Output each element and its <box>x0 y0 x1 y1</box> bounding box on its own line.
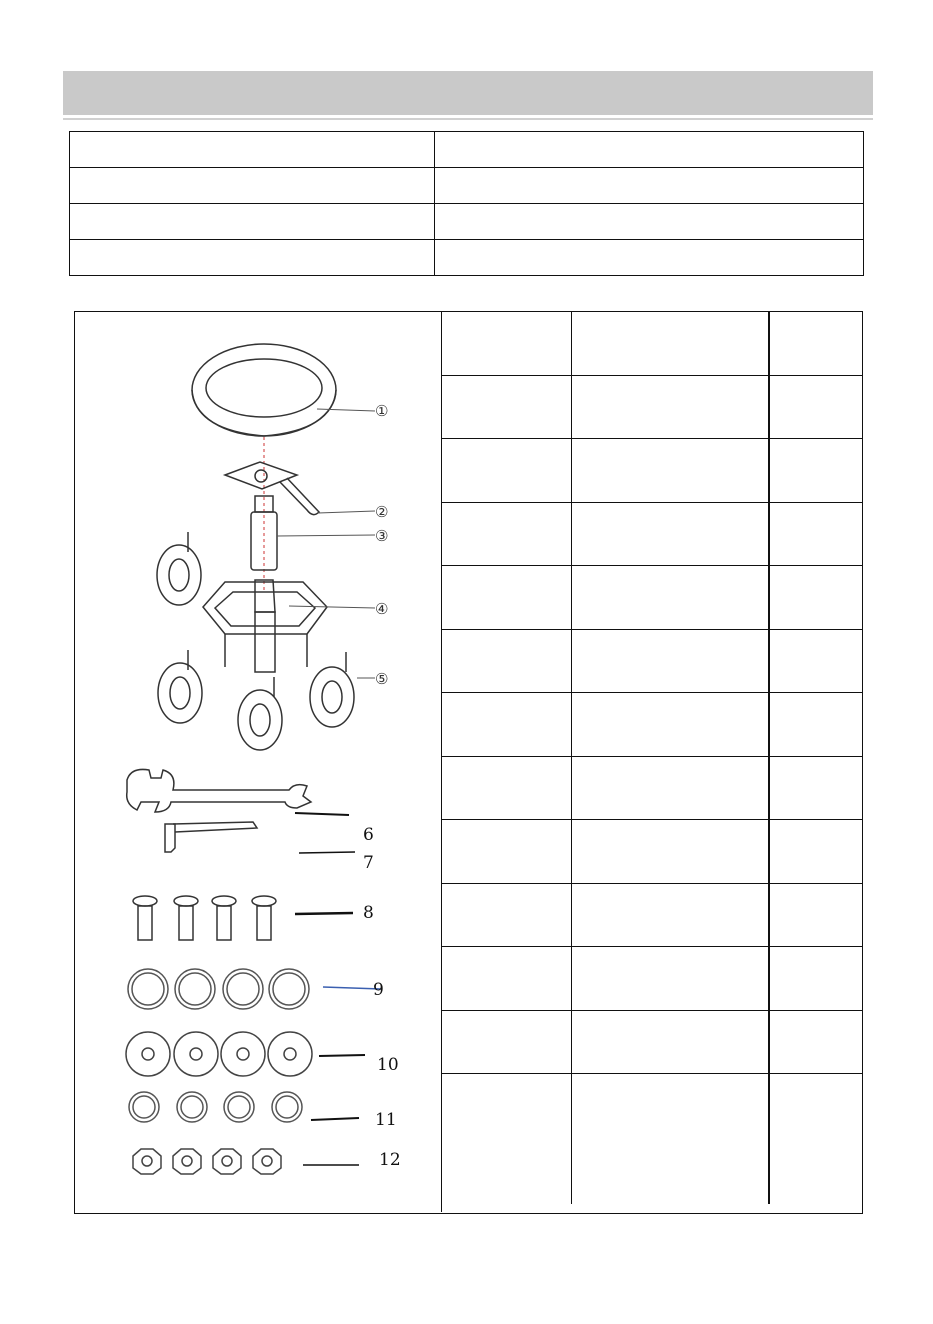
table-cell <box>769 502 862 566</box>
table-row <box>441 566 862 630</box>
bolt-icon <box>133 896 276 940</box>
spec-row <box>70 168 864 204</box>
hex-key-icon <box>165 822 257 852</box>
table-cell <box>441 502 572 566</box>
table-cell <box>441 1010 572 1074</box>
table-cell <box>769 883 862 947</box>
table-header-row <box>441 312 862 375</box>
table-cell <box>572 947 770 1011</box>
spec-label <box>70 240 435 276</box>
spec-value <box>435 240 864 276</box>
seat-plate-icon <box>225 462 319 515</box>
table-cell <box>572 502 770 566</box>
spec-label <box>70 132 435 168</box>
callout-label: 11 <box>375 1110 397 1130</box>
table-row <box>441 1074 862 1205</box>
flat-washer-icon <box>126 1032 312 1076</box>
stool-exploded-view <box>75 312 441 1212</box>
header-divider <box>63 118 873 120</box>
header-cell <box>441 312 572 375</box>
header-cell <box>769 312 862 375</box>
spec-value <box>435 204 864 240</box>
table-cell <box>572 629 770 693</box>
table-cell <box>572 375 770 439</box>
table-row <box>441 820 862 884</box>
table-row <box>441 947 862 1011</box>
table-cell <box>769 375 862 439</box>
table-cell <box>769 1010 862 1074</box>
table-cell <box>441 375 572 439</box>
header-cell <box>572 312 770 375</box>
table-cell <box>572 566 770 630</box>
spec-label <box>70 168 435 204</box>
table-row <box>441 1010 862 1074</box>
callout-label: ① <box>375 402 389 420</box>
callout-label: 7 <box>363 853 374 873</box>
parts-list-box <box>74 311 863 1214</box>
table-cell <box>769 756 862 820</box>
table-row <box>441 629 862 693</box>
table-cell <box>572 756 770 820</box>
table-cell <box>769 629 862 693</box>
table-cell <box>769 1074 862 1205</box>
table-cell <box>441 439 572 503</box>
callout-label: 6 <box>363 825 374 845</box>
table-row <box>441 693 862 757</box>
table-cell <box>769 566 862 630</box>
hex-nut-icon <box>133 1149 281 1174</box>
callout-label: 9 <box>373 980 384 1000</box>
table-cell <box>572 693 770 757</box>
spec-row <box>70 132 864 168</box>
parts-list-table <box>441 312 862 1204</box>
callout-label: 10 <box>377 1055 399 1075</box>
table-cell <box>572 439 770 503</box>
exploded-parts-diagram <box>75 312 442 1212</box>
table-cell <box>441 629 572 693</box>
table-cell <box>572 820 770 884</box>
callout-label: ② <box>375 503 389 521</box>
table-row <box>441 756 862 820</box>
table-cell <box>769 820 862 884</box>
table-cell <box>769 947 862 1011</box>
seat-cushion-icon <box>192 344 336 436</box>
table-cell <box>441 756 572 820</box>
table-cell <box>441 883 572 947</box>
table-cell <box>769 439 862 503</box>
table-cell <box>441 1074 572 1205</box>
callout-label: 8 <box>363 903 374 923</box>
table-cell <box>572 883 770 947</box>
table-cell <box>441 566 572 630</box>
specification-table <box>69 131 864 276</box>
table-cell <box>441 820 572 884</box>
callout-label: ⑤ <box>375 670 389 688</box>
table-row <box>441 439 862 503</box>
wrench-icon <box>127 769 311 812</box>
callout-label: ③ <box>375 527 389 545</box>
table-cell <box>572 1074 770 1205</box>
table-row <box>441 883 862 947</box>
spec-row <box>70 204 864 240</box>
spring-washer-icon <box>129 1092 302 1122</box>
ring-washer-icon <box>128 969 309 1009</box>
table-cell <box>769 693 862 757</box>
callout-label: ④ <box>375 600 389 618</box>
table-row <box>441 375 862 439</box>
table-cell <box>441 693 572 757</box>
table-row <box>441 502 862 566</box>
callout-label: 12 <box>379 1150 401 1170</box>
spec-row <box>70 240 864 276</box>
spec-value <box>435 132 864 168</box>
table-cell <box>572 1010 770 1074</box>
spec-label <box>70 204 435 240</box>
section-header-bar <box>63 71 873 115</box>
spec-value <box>435 168 864 204</box>
base-frame-icon <box>203 580 327 672</box>
table-cell <box>441 947 572 1011</box>
